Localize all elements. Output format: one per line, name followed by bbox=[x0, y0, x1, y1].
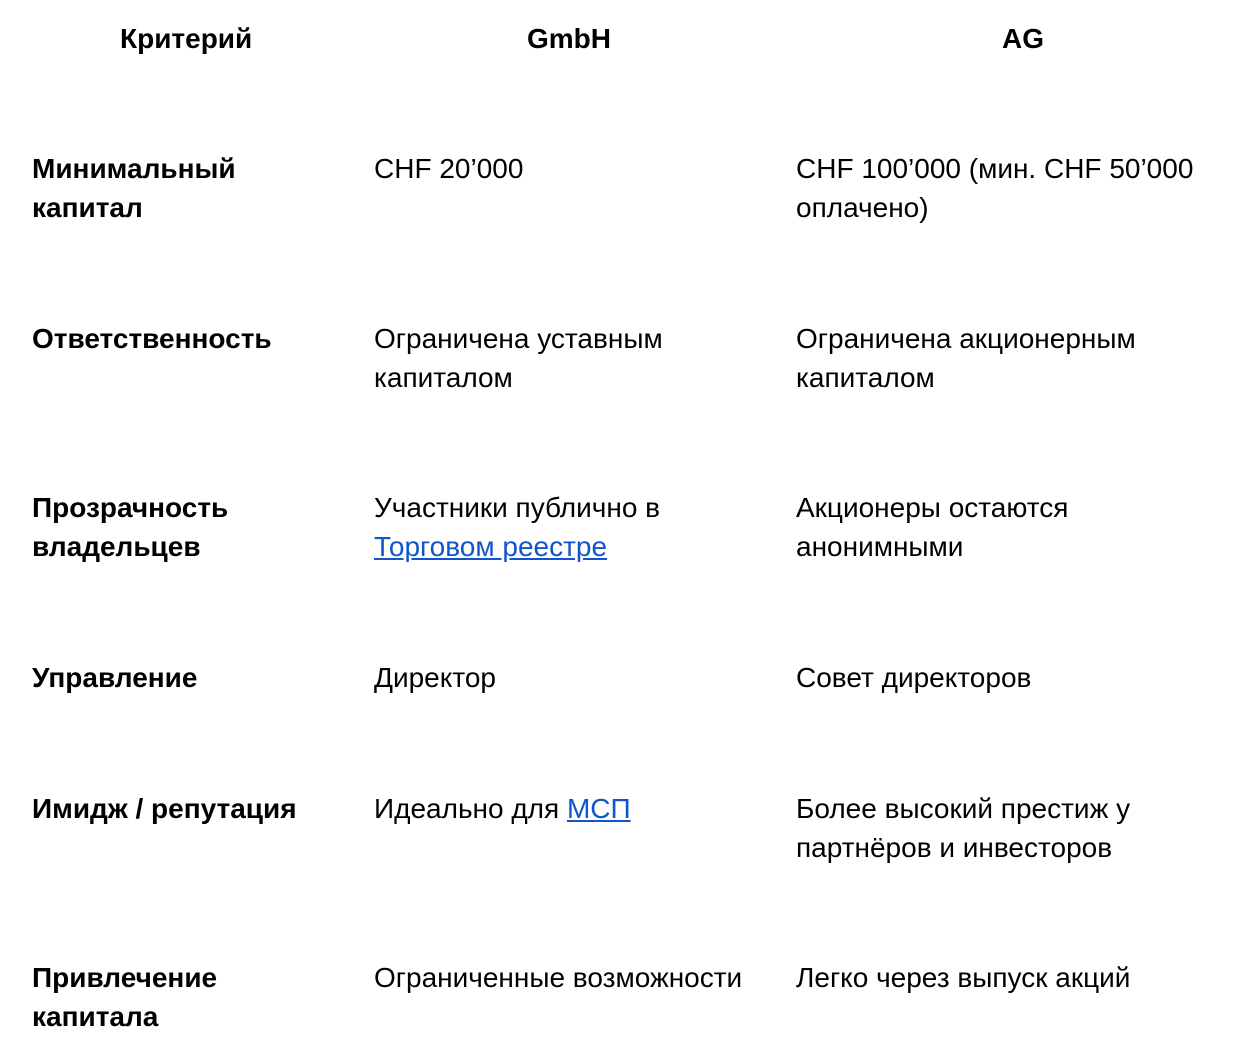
ag-line: Легко через выпуск акций bbox=[796, 962, 1131, 993]
row-criterion-capital-raising bbox=[32, 958, 217, 1036]
gmbh-line: капиталом bbox=[374, 362, 513, 393]
criterion-line: Привлечение bbox=[32, 962, 218, 993]
row-criterion-min-capital bbox=[32, 149, 236, 227]
criterion-line: капитала bbox=[32, 1001, 159, 1032]
row-gmbh-capital-raising bbox=[374, 958, 742, 997]
criterion-line: капитал bbox=[32, 192, 143, 223]
gmbh-line: CHF 20’000 bbox=[374, 153, 524, 184]
header-gmbh: GmbH bbox=[527, 23, 611, 54]
header-criterion: Критерий bbox=[120, 23, 253, 54]
ag-line: Акционеры остаются bbox=[796, 492, 1069, 523]
gmbh-line: Директор bbox=[374, 662, 496, 693]
gmbh-line: Участники публично в bbox=[374, 492, 661, 523]
row-criterion-management bbox=[32, 658, 197, 697]
row-gmbh-min-capital bbox=[374, 149, 523, 188]
ag-line: Совет директоров bbox=[796, 662, 1032, 693]
criterion-line: Имидж / репутация bbox=[32, 793, 297, 824]
criterion-line: владельцев bbox=[32, 531, 201, 562]
ag-line: анонимными bbox=[796, 531, 964, 562]
row-ag-image bbox=[796, 789, 1130, 867]
row-gmbh-liability bbox=[374, 319, 663, 397]
trade-register-link[interactable]: Торговом реестре bbox=[374, 531, 608, 562]
row-criterion-transparency bbox=[32, 488, 228, 566]
row-ag-capital-raising bbox=[796, 958, 1130, 997]
row-ag-min-capital bbox=[796, 149, 1193, 227]
gmbh-line bbox=[374, 789, 631, 828]
row-ag-management bbox=[796, 658, 1031, 697]
ag-line: капиталом bbox=[796, 362, 935, 393]
row-gmbh-transparency bbox=[374, 488, 660, 566]
ag-line: Ограничена акционерным bbox=[796, 323, 1136, 354]
ag-line: оплачено) bbox=[796, 192, 929, 223]
sme-link[interactable]: МСП bbox=[566, 793, 631, 824]
header-ag: AG bbox=[1002, 23, 1044, 54]
gmbh-text: Идеально для bbox=[374, 793, 567, 824]
row-gmbh-management bbox=[374, 658, 496, 697]
ag-line: Более высокий престиж у bbox=[796, 793, 1131, 824]
ag-line: CHF 100’000 (мин. CHF 50’000 bbox=[796, 153, 1194, 184]
row-criterion-liability bbox=[32, 319, 272, 358]
row-ag-transparency bbox=[796, 488, 1068, 566]
ag-line: партнёров и инвесторов bbox=[796, 832, 1113, 863]
criterion-line: Управление bbox=[32, 662, 198, 693]
gmbh-line bbox=[374, 527, 660, 566]
criterion-line: Прозрачность bbox=[32, 492, 229, 523]
row-criterion-image bbox=[32, 789, 297, 828]
gmbh-line: Ограничена уставным bbox=[374, 323, 663, 354]
gmbh-line: Ограниченные возможности bbox=[374, 962, 743, 993]
criterion-line: Ответственность bbox=[32, 323, 272, 354]
criterion-line: Минимальный bbox=[32, 153, 236, 184]
row-gmbh-image bbox=[374, 789, 631, 828]
row-ag-liability bbox=[796, 319, 1136, 397]
